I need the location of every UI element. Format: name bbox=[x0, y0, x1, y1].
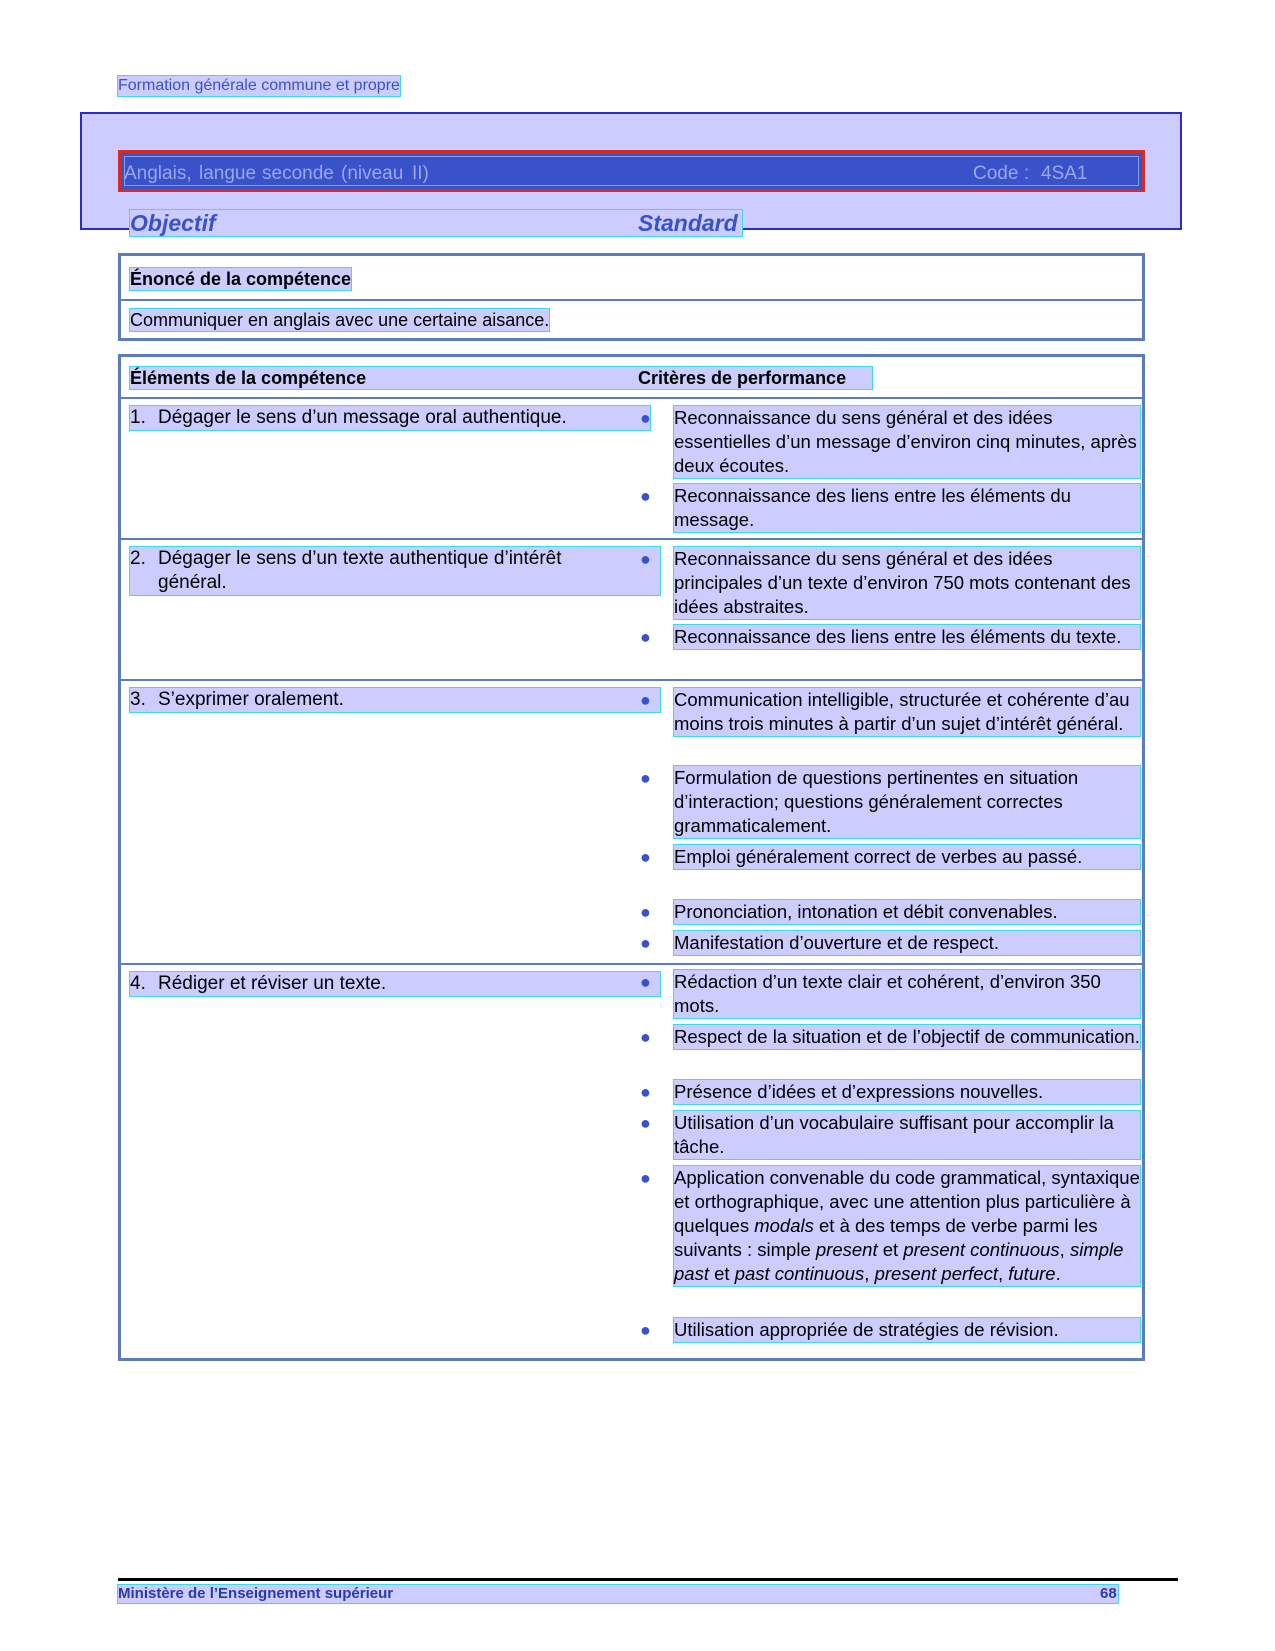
row-separator bbox=[121, 538, 1142, 540]
criterion-text: Rédaction d’un texte clair et cohérent, d’environ 350 mots. bbox=[674, 970, 1140, 1018]
element-text: Dégager le sens d’un message oral authentique. bbox=[158, 407, 567, 428]
element-text: S’exprimer oralement. bbox=[158, 689, 344, 710]
title-word: Anglais, bbox=[124, 163, 192, 184]
title-word: (niveau bbox=[341, 163, 404, 184]
page-number: 68 bbox=[1100, 1585, 1117, 1602]
title-word: II) bbox=[412, 163, 429, 184]
criterion-1a bbox=[640, 406, 1140, 478]
bullet-icon: ● bbox=[640, 549, 651, 569]
statement-separator bbox=[121, 299, 1142, 301]
bullet-icon: ● bbox=[640, 902, 651, 922]
criterion-text: Reconnaissance des liens entre les éléments du message. bbox=[674, 484, 1140, 532]
bullet-icon: ● bbox=[640, 768, 651, 788]
element-row-4 bbox=[130, 972, 660, 996]
element-number: 3. bbox=[130, 689, 146, 710]
criterion-3b bbox=[640, 766, 1140, 838]
column-header-criteria: Critères de performance bbox=[638, 368, 847, 388]
criterion-text: Emploi généralement correct de verbes au passé. bbox=[674, 845, 1140, 869]
bullet-icon: ● bbox=[640, 690, 651, 710]
standard-label: Standard bbox=[638, 210, 738, 236]
bullet-icon: ● bbox=[640, 972, 651, 992]
statement-title: Énoncé de la compétence bbox=[130, 269, 352, 289]
criterion-text: Utilisation d’un vocabulaire suffisant pour accomplir la tâche. bbox=[674, 1111, 1140, 1159]
course-code-label: Code bbox=[973, 163, 1019, 184]
course-title-bar bbox=[118, 150, 1145, 192]
criterion-4a bbox=[640, 970, 1140, 1018]
criterion-3d bbox=[640, 900, 1140, 924]
criterion-text: Application convenable du code grammatical, syntaxique et orthographique, avec une attention plus particulière à quelques modals et à des temps de verbe parmi les suivants : simple present et present continuous, simple past et past continuous, present perfect, future. bbox=[674, 1167, 1140, 1284]
bullet-icon: ● bbox=[640, 486, 651, 506]
criterion-1b bbox=[640, 484, 1140, 532]
element-row-2 bbox=[130, 547, 660, 595]
title-word: langue bbox=[199, 163, 257, 184]
row-separator bbox=[121, 963, 1142, 965]
bullet-icon: ● bbox=[640, 933, 651, 953]
course-code: 4SA1 bbox=[1041, 163, 1088, 184]
bullet-icon: ● bbox=[640, 627, 651, 647]
bullet-icon: ● bbox=[640, 1027, 651, 1047]
criterion-3e bbox=[640, 931, 1140, 955]
element-number: 4. bbox=[130, 973, 146, 994]
criterion-4c bbox=[640, 1080, 1140, 1104]
criterion-4e bbox=[640, 1166, 1140, 1286]
criterion-2a bbox=[640, 547, 1140, 619]
criterion-text: Communication intelligible, structurée et cohérente d’au moins trois minutes à partir d’un sujet d’intérêt général. bbox=[674, 688, 1140, 736]
running-head: Formation générale commune et propre bbox=[118, 77, 400, 94]
element-text: Rédiger et réviser un texte. bbox=[158, 973, 387, 994]
element-text: Dégager le sens d’un texte authentique d’intérêt général. bbox=[158, 548, 562, 593]
statement-text: Communiquer en anglais avec une certaine aisance. bbox=[130, 310, 550, 330]
course-code-colon: : bbox=[1024, 163, 1030, 184]
element-row-1 bbox=[130, 406, 650, 430]
element-number: 1. bbox=[130, 407, 146, 428]
criterion-4d bbox=[640, 1111, 1140, 1159]
criterion-2b bbox=[640, 625, 1140, 649]
criterion-text: Utilisation appropriée de stratégies de révision. bbox=[674, 1318, 1140, 1342]
criterion-3a bbox=[640, 688, 1140, 736]
column-header-elements: Éléments de la compétence bbox=[130, 367, 872, 389]
bullet-icon: ● bbox=[640, 1082, 651, 1102]
criterion-4b bbox=[640, 1025, 1140, 1049]
criterion-4f bbox=[640, 1318, 1140, 1342]
objectif-label: Objectif bbox=[130, 210, 742, 236]
criterion-text: Reconnaissance du sens général et des idées principales d’un texte d’environ 750 mots contenant des idées abstraites. bbox=[674, 547, 1140, 619]
bullet-icon: ● bbox=[640, 847, 651, 867]
criterion-3c bbox=[640, 845, 1140, 869]
element-number: 2. bbox=[130, 548, 146, 569]
criterion-text: Reconnaissance du sens général et des idées essentielles d’un message d’environ cinq minutes, après deux écoutes. bbox=[674, 406, 1140, 478]
footer-ministry: Ministère de l’Enseignement supérieur bbox=[118, 1585, 1118, 1603]
bullet-icon: ● bbox=[640, 1113, 651, 1133]
criterion-text: Respect de la situation et de l’objectif de communication. bbox=[674, 1026, 1140, 1047]
bullet-icon: ● bbox=[640, 408, 651, 428]
criterion-text: Formulation de questions pertinentes en situation d’interaction; questions généralement correctes grammaticalement. bbox=[674, 766, 1140, 838]
bullet-icon: ● bbox=[640, 1320, 651, 1340]
element-row-3 bbox=[130, 688, 660, 712]
criterion-text: Manifestation d’ouverture et de respect. bbox=[674, 931, 1140, 955]
criterion-text: Prononciation, intonation et débit convenables. bbox=[674, 900, 1140, 924]
criterion-text: Présence d’idées et d’expressions nouvelles. bbox=[674, 1080, 1140, 1104]
row-separator bbox=[121, 679, 1142, 681]
row-separator bbox=[121, 397, 1142, 399]
bullet-icon: ● bbox=[640, 1168, 651, 1188]
footer-rule bbox=[118, 1578, 1178, 1581]
title-word: seconde bbox=[262, 163, 334, 184]
criterion-text: Reconnaissance des liens entre les éléments du texte. bbox=[674, 625, 1140, 649]
